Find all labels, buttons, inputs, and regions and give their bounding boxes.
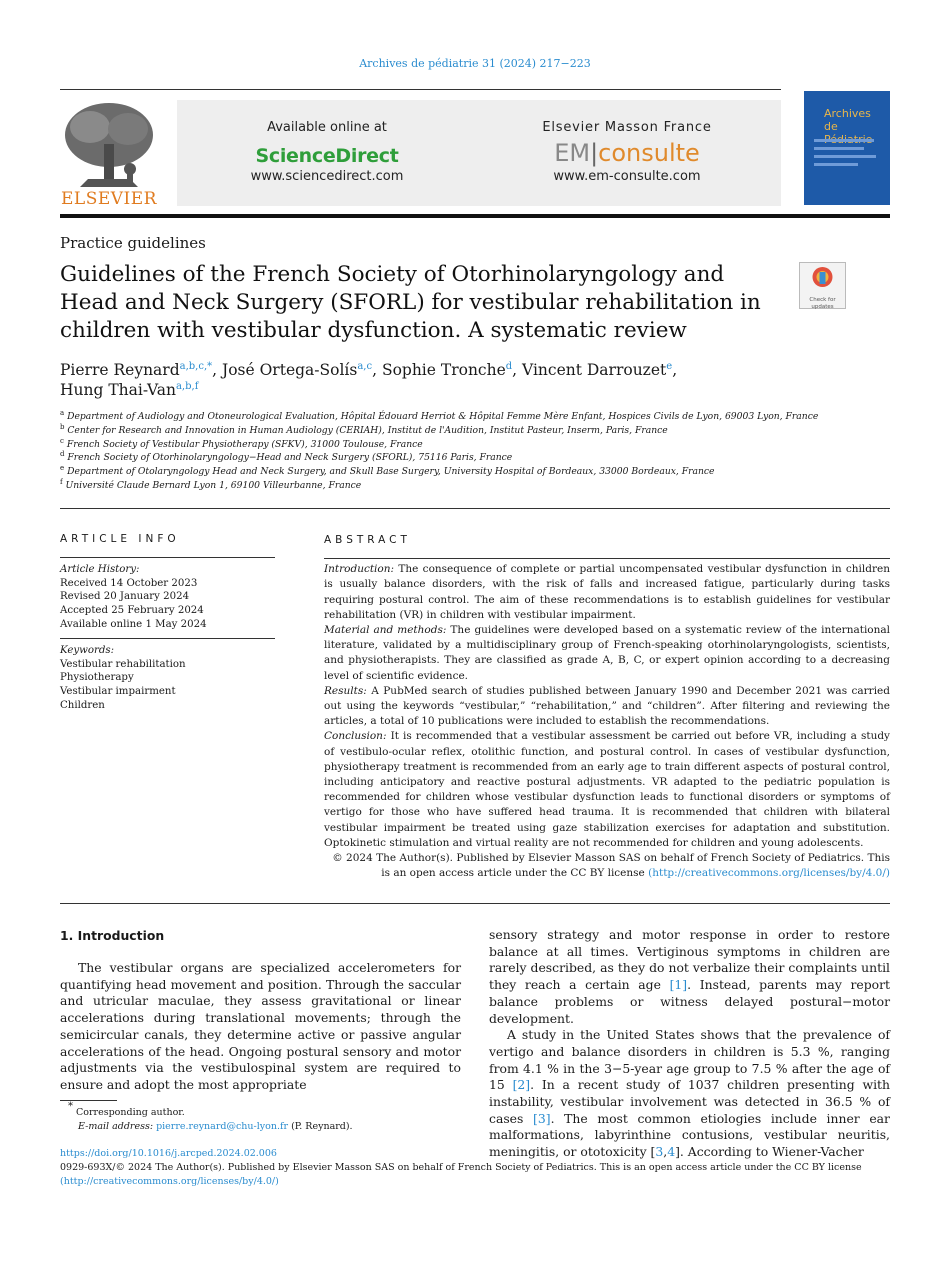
elsevier-logo: [60, 99, 158, 207]
author-affiliation-marks[interactable]: d: [505, 361, 513, 372]
email-link[interactable]: pierre.reynard@chu-lyon.fr: [156, 1121, 289, 1132]
author-name[interactable]: Hung Thai-Van: [60, 381, 176, 399]
author-name[interactable]: Pierre Reynard: [60, 361, 180, 379]
emconsulte-block[interactable]: [477, 100, 777, 206]
author-name[interactable]: Sophie Tronche: [381, 361, 506, 379]
check-for-updates-label: Check for updates: [809, 297, 836, 310]
keyword-item[interactable]: Physiotherapy: [60, 672, 134, 684]
abstract-results: Results: A PubMed search of studies published between January 1990 and December 2021 was carried out using the keywords “vestibular,” “rehabilitation,” and “children”. After filtering and reviewing the articles, a total of 10 publications were included to establish the recommendations.: [324, 684, 890, 728]
history-item: Accepted 25 February 2024: [60, 605, 204, 617]
license-link[interactable]: (http://creativecommons.org/licenses/by/4.0/): [648, 867, 890, 880]
elsevier-masson-label: Elsevier Masson France: [542, 120, 712, 135]
header-rule: [60, 89, 781, 90]
sciencedirect-block[interactable]: [177, 100, 477, 206]
footer-license-link[interactable]: (http://creativecommons.org/licenses/by/4.0/): [60, 1176, 279, 1187]
affiliation-item: $^f$ Université Claude Bernard Lyon 1, 69100 Villeurbanne, France: [60, 477, 362, 491]
affiliation-item: $^c$ French Society of Vestibular Physiotherapy (SFKV), 31000 Toulouse, France: [60, 436, 423, 450]
affiliation-item: $^d$ French Society of Otorhinolaryngology−Head and Neck Surgery (SFORL), 75116 Paris, France: [60, 450, 513, 464]
abstract-methods: Material and methods: The guidelines were developed based on a systematic review of the international literature, validated by a multidisciplinary group of French-speaking otorhinolaryngologists, scientists, and physiotherapists. They are classified as grade A, B, C, or expert opinion according to a decreasing level of scientific evidence.: [324, 624, 890, 682]
article-title: Guidelines of the French Society of Otorhinolaryngology and Head and Neck Surgery (SFORL) for vestibular rehabilitation in children with vestibular dysfunction. A systematic review: [60, 262, 761, 343]
body-right-column: [489, 927, 890, 1161]
author-affiliation-marks[interactable]: a,b,f: [175, 381, 199, 392]
affiliation-item: $^e$ Department of Otolaryngology Head and Neck Surgery, and Skull Base Surgery, University Hospital of Bordeaux, 33000 Bordeaux, France: [60, 464, 715, 478]
abstract-copyright: © 2024 The Author(s). Published by Elsevier Masson SAS on behalf of French Society of Pediatrics. This is an open access article under the CC BY license (http://creativecommons.org/licenses/by/4.0/): [332, 852, 890, 880]
history-item: Revised 20 January 2024: [60, 591, 190, 603]
abstract-heading: ABSTRACT: [324, 534, 411, 546]
header-thick-rule: [60, 214, 890, 218]
citation-link[interactable]: 4: [667, 1144, 676, 1160]
corresponding-author-footnote: * Corresponding author. E-mail address: pierre.reynard@chu-lyon.fr (P. Reynard).: [68, 1101, 353, 1132]
page-footer: [60, 1147, 890, 1189]
keyword-item[interactable]: Children: [60, 699, 105, 711]
available-online-label: Available online at: [267, 120, 387, 135]
author-list: Pierre Reynard$^{a,b,c,*}$, José Ortega-Solís$^{a,c}$, Sophie Tronche$^d$, Vincent Darrouzet$^e$, Hung Thai-Van$^{a,b,f}$: [60, 361, 678, 399]
affiliation-list: [60, 410, 890, 493]
history-item: Received 14 October 2023: [60, 577, 198, 589]
article-info-heading: ARTICLE INFO: [60, 533, 180, 545]
journal-citation-link[interactable]: Archives de pédiatrie 31 (2024) 217−223: [359, 57, 591, 70]
emconsulte-url: www.em-consulte.com: [553, 169, 701, 184]
citation-link[interactable]: [2]: [512, 1077, 531, 1093]
abstract-panel: [324, 533, 890, 881]
citation-link[interactable]: [3]: [533, 1110, 551, 1126]
abstract-introduction: Introduction: The consequence of complete or partial uncompensated vestibular dysfunction in children is usually balance disorders, with the risk of falls and increased fatigue, particularly during tasks requiring postural control. The aim of these recommendations is to establish guidelines for vestibular rehabilitation (VR) in children with vestibular impairment.: [324, 563, 890, 621]
affiliation-item: $^b$ Center for Research and Innovation in Human Audiology (CERIAH), Institut de l'Audition, Institut Pasteur, Inserm, Paris, France: [60, 422, 668, 436]
elsevier-wordmark: ELSEVIER: [61, 189, 157, 209]
history-item: Available online 1 May 2024: [60, 618, 207, 630]
section-heading-introduction: 1. Introduction: [60, 928, 165, 943]
author-affiliation-marks[interactable]: e: [666, 361, 673, 372]
elsevier-tree-icon: [60, 99, 158, 191]
issn-line: 0929-693X/© 2024 The Author(s). Published by Elsevier Masson SAS on behalf of French Society of Pediatrics. This is an open access article under the CC BY license: [60, 1162, 862, 1173]
author-name[interactable]: Vincent Darrouzet: [522, 361, 667, 379]
article-category: Practice guidelines: [60, 234, 206, 252]
emconsulte-logo: EM|consulte: [554, 139, 700, 167]
crossmark-icon: [800, 263, 845, 293]
doi-link[interactable]: https://doi.org/10.1016/j.arcped.2024.02.006: [60, 1148, 277, 1159]
article-info-panel: [60, 533, 275, 713]
body-paragraph: A study in the United States shows that the prevalence of vertigo and balance disorders in children is 5.3 %, ranging from 4.1 % in the 3−5-year age group to 7.5 % after the age of 15 [2]. In a recent study of 1037 children presenting with instability, vestibular involvement was detected in 36.5 % of cases [3]. The most common etiologies include inner ear malformations, labyrinthine contusions, vestibular neuritis, meningitis, or ototoxicity [3,4]. According to Wiener-Vacher: [489, 1027, 890, 1160]
author-affiliation-marks[interactable]: a,c: [357, 361, 373, 372]
journal-cover-image: [804, 91, 890, 205]
section-divider: [60, 508, 890, 509]
history-label: Article History:: [60, 563, 140, 575]
author-name[interactable]: José Ortega-Solís: [222, 361, 358, 379]
affiliation-item: $^a$ Department of Audiology and Otoneurological Evaluation, Hôpital Édouard Herriot & Hôpital Femme Mère Enfant, Hospices Civils de Lyon, 69003 Lyon, France: [60, 409, 819, 422]
keyword-item[interactable]: Vestibular rehabilitation: [60, 658, 186, 670]
check-for-updates-button[interactable]: [799, 262, 846, 309]
abstract-conclusion: Conclusion: It is recommended that a vestibular assessment be carried out before VR, including a study of vestibulo-ocular reflex, otolithic function, and postural control. In cases of vestibular dysfunction, physiotherapy treatment is recommended from an early age to train different aspects of postural control, including anticipatory and reactive postural adjustments. VR adapted to the pediatric population is recommended for children whose vestibular dysfunction leads to functional disorders or symptoms of vertigo for those who have suffered head trauma. It is recommended that children with bilateral vestibular impairment be treated using gaze stabilization exercises for adaptation and substitution. Optokinetic stimulation and virtual reality are not recommended for children and young adolescents.: [324, 730, 890, 849]
sciencedirect-logo: ScienceDirect: [255, 145, 399, 167]
cover-title: Archives de: [824, 107, 871, 133]
keyword-item[interactable]: Vestibular impairment: [60, 686, 176, 698]
body-paragraph: sensory strategy and motor response in order to restore balance at all times. Vertiginous symptoms in children are rarely described, as they do not verbalize their complaints until they reach a certain age [1]. Instead, parents may report balance problems or witness delayed postural−motor development.: [489, 927, 891, 1026]
availability-banner: [177, 100, 781, 206]
body-paragraph: The vestibular organs are specialized accelerometers for quantifying head movement and position. Through the saccular and utricular maculae, they assess gravitational or linear accelerations during translational movements; through the semicircular canals, they determine active or passive angular accelerations of the head. Ongoing postural sensory and motor adjustments via the vestibulospinal system are required to ensure and adopt the most appropriate: [60, 960, 461, 1092]
citation-link[interactable]: 3: [655, 1144, 664, 1160]
citation-link[interactable]: [1]: [669, 977, 688, 993]
author-affiliation-marks[interactable]: a,b,c,*: [179, 361, 213, 372]
section-divider: [60, 903, 890, 904]
keywords-label: Keywords:: [60, 644, 115, 656]
sciencedirect-url: www.sciencedirect.com: [250, 169, 404, 184]
